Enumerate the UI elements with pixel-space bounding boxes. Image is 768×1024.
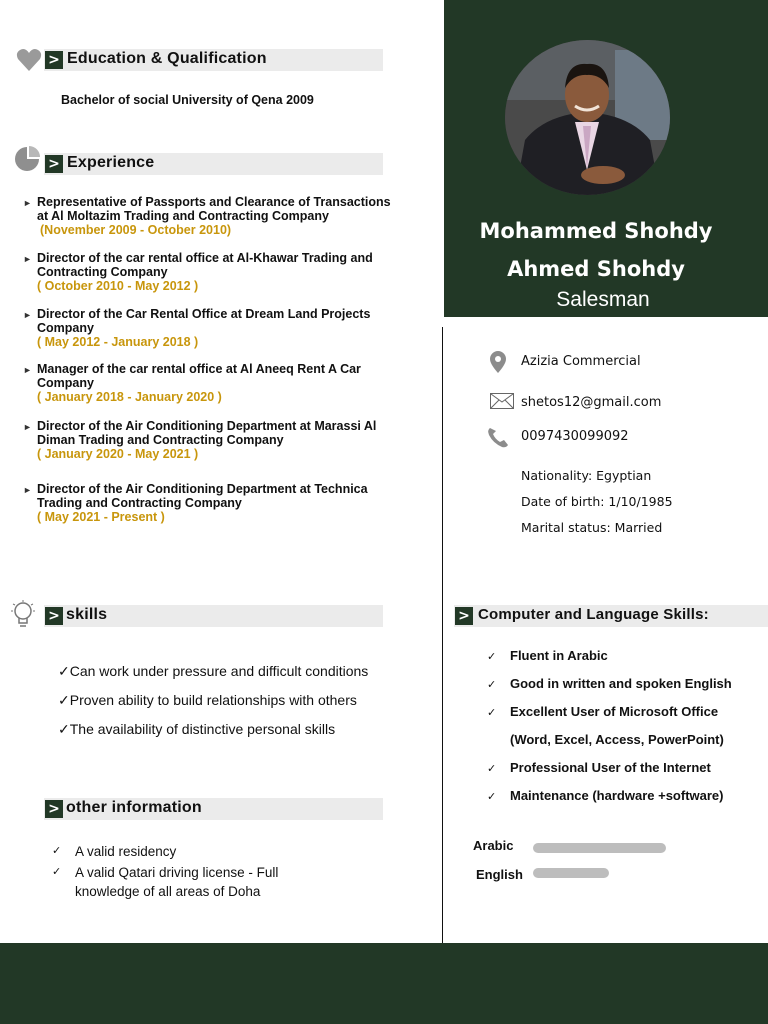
check-icon: ✓ bbox=[487, 763, 497, 775]
bulb-icon bbox=[11, 600, 35, 635]
skill-item: ✓The availability of distinctive personal skills bbox=[58, 721, 336, 737]
experience-heading: Experience bbox=[67, 154, 155, 171]
computer-skill-item: ✓ Good in written and spoken English bbox=[487, 676, 732, 691]
heart-icon bbox=[16, 48, 42, 77]
experience-item: ► Director of the Air Conditioning Department at Marassi Al Diman Trading and Contracting Company ( January 2020 - May 2021 ) bbox=[23, 419, 377, 461]
mail-icon bbox=[490, 393, 514, 414]
column-divider bbox=[442, 327, 443, 943]
language-label-arabic: Arabic bbox=[473, 838, 514, 853]
language-bar-arabic bbox=[533, 843, 666, 853]
skill-item: ✓Proven ability to build relationships with others bbox=[58, 692, 357, 708]
bullet-icon: ► bbox=[23, 365, 32, 375]
profile-title: Salesman bbox=[556, 288, 650, 311]
computer-skill-item: ✓ Professional User of the Internet bbox=[487, 760, 711, 775]
check-icon: ✓ bbox=[52, 866, 62, 878]
check-icon: ✓ bbox=[487, 651, 497, 663]
footer-band bbox=[0, 943, 768, 1024]
bullet-icon: ► bbox=[23, 254, 32, 264]
check-icon: ✓ bbox=[58, 692, 70, 708]
computer-skill-item: ✓ Maintenance (hardware +software) bbox=[487, 788, 724, 803]
contact-address: Azizia Commercial bbox=[521, 354, 641, 369]
contact-dob: Date of birth: 1/10/1985 bbox=[521, 494, 673, 509]
experience-item: ► Director of the Air Conditioning Department at Technica Trading and Contracting Company ( May 2021 - Present ) bbox=[23, 482, 368, 524]
computer-skill-item: ✓ Fluent in Arabic bbox=[487, 648, 608, 663]
bullet-icon: ► bbox=[23, 198, 32, 208]
other-heading: other information bbox=[66, 799, 202, 816]
contact-phone[interactable]: 0097430099092 bbox=[521, 429, 629, 444]
chevron-right-icon: > bbox=[455, 607, 473, 625]
check-icon: ✓ bbox=[58, 721, 70, 737]
computer-skills-heading: Computer and Language Skills: bbox=[478, 606, 709, 623]
experience-item: ► Director of the car rental office at Al-Khawar Trading and Contracting Company ( October 2010 - May 2012 ) bbox=[23, 251, 373, 293]
phone-icon bbox=[487, 426, 511, 453]
experience-item: ► Representative of Passports and Clearance of Transactions at Al Moltazim Trading and Contracting Company (November 2009 - October 2010) bbox=[23, 195, 391, 237]
experience-item: ► Director of the Car Rental Office at Dream Land Projects Company ( May 2012 - January 2018 ) bbox=[23, 307, 371, 349]
skill-item: ✓Can work under pressure and difficult conditions bbox=[58, 663, 369, 679]
contact-email[interactable]: shetos12@gmail.com bbox=[521, 395, 662, 410]
chevron-right-icon: > bbox=[45, 800, 63, 818]
computer-skill-detail: (Word, Excel, Access, PowerPoint) bbox=[510, 732, 724, 747]
education-heading: Education & Qualification bbox=[67, 50, 267, 67]
check-icon: ✓ bbox=[487, 679, 497, 691]
other-item: ✓ A valid residency bbox=[52, 844, 177, 859]
bullet-icon: ► bbox=[23, 485, 32, 495]
chevron-right-icon: > bbox=[45, 155, 63, 173]
contact-marital: Marital status: Married bbox=[521, 520, 663, 535]
chevron-right-icon: > bbox=[45, 51, 63, 69]
language-bar-english bbox=[533, 868, 609, 878]
bullet-icon: ► bbox=[23, 422, 32, 432]
language-label-english: English bbox=[476, 867, 523, 882]
profile-photo bbox=[505, 40, 670, 195]
other-item: ✓ A valid Qatari driving license - Full knowledge of all areas of Doha bbox=[52, 865, 279, 899]
check-icon: ✓ bbox=[52, 845, 62, 857]
chevron-right-icon: > bbox=[45, 607, 63, 625]
bullet-icon: ► bbox=[23, 310, 32, 320]
computer-skill-item: ✓ Excellent User of Microsoft Office bbox=[487, 704, 719, 719]
contact-nationality: Nationality: Egyptian bbox=[521, 468, 652, 483]
profile-name: Mohammed Shohdy Ahmed Shohdy bbox=[479, 219, 713, 281]
pie-icon bbox=[14, 146, 42, 177]
check-icon: ✓ bbox=[487, 707, 497, 719]
language-bar-track bbox=[533, 868, 723, 878]
language-bar-track bbox=[533, 843, 723, 853]
check-icon: ✓ bbox=[487, 791, 497, 803]
check-icon: ✓ bbox=[58, 663, 70, 679]
experience-item: ► Manager of the car rental office at Al Aneeq Rent A Car Company ( January 2018 - January 2020 ) bbox=[23, 362, 361, 404]
skills-heading: skills bbox=[66, 606, 108, 623]
location-icon bbox=[490, 351, 506, 378]
education-degree: Bachelor of social University of Qena 2009 bbox=[61, 93, 314, 107]
